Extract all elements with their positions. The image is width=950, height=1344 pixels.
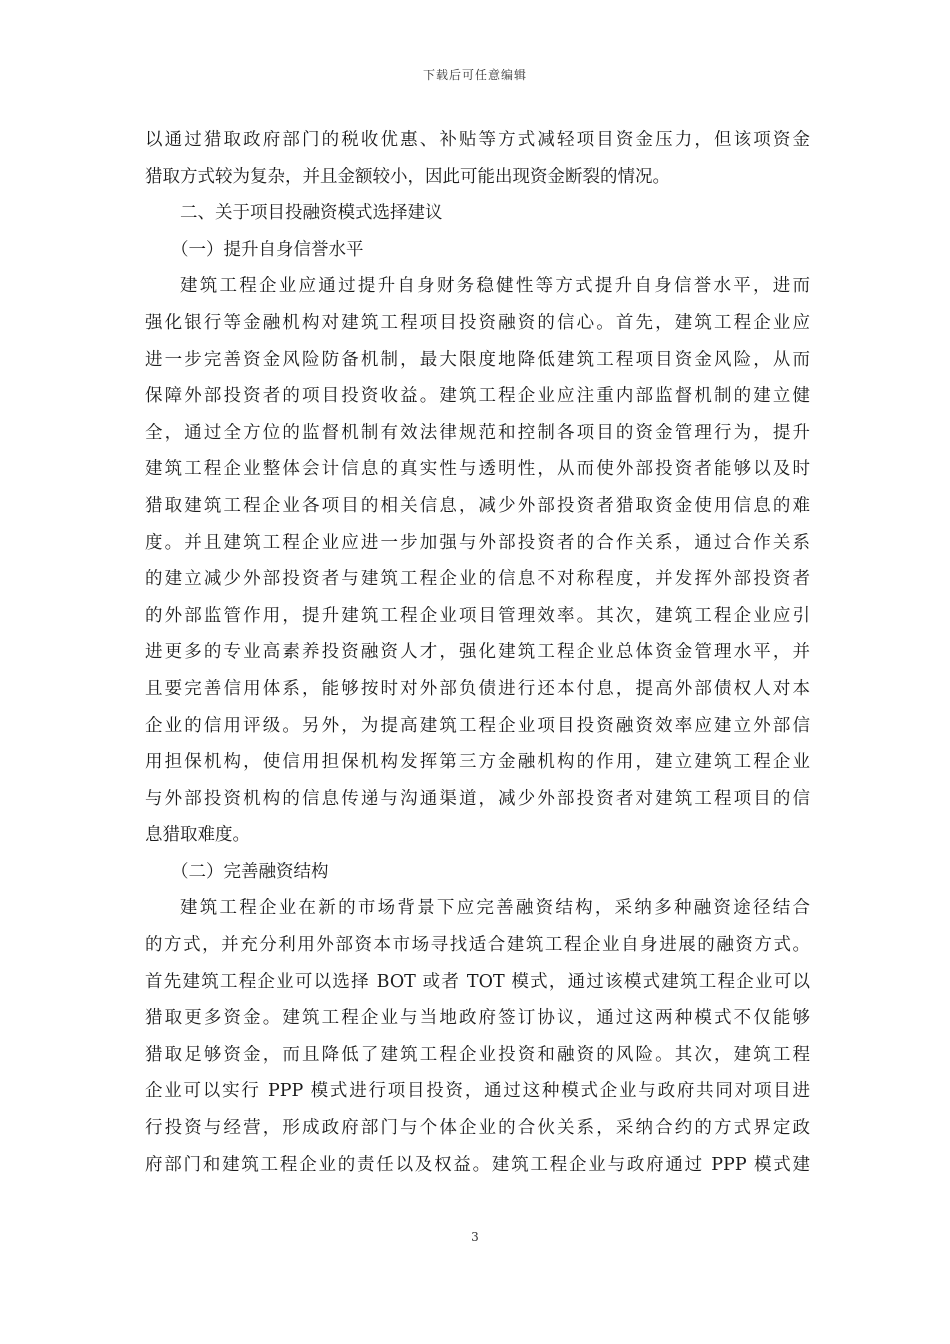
body-line: 企业可以实行 PPP 模式进行项目投资，通过这种模式企业与政府共同对项目进 [145, 1081, 810, 1102]
body-line: 以通过猎取政府部门的税收优惠、补贴等方式减轻项目资金压力，但该项资金 [145, 130, 810, 150]
paragraph-first-line: 建筑工程企业应通过提升自身财务稳健性等方式提升自身信誉水平，进而 [180, 276, 810, 297]
subsection-heading: （一）提升自身信誉水平 [171, 239, 364, 260]
page-header: 下载后可任意编辑 [422, 68, 527, 82]
body-line: 府部门和建筑工程企业的责任以及权益。建筑工程企业与政府通过 PPP 模式建 [145, 1154, 810, 1175]
body-line: 全，通过全方位的监督机制有效法律规范和控制各项目的资金管理行为，提升 [145, 422, 810, 443]
section-heading: 二、关于项目投融资模式选择建议 [180, 203, 443, 224]
body-line: 保障外部投资者的项目投资收益。建筑工程企业应注重内部监督机制的建立健 [145, 386, 810, 407]
body-line: 猎取更多资金。建筑工程企业与当地政府签订协议，通过这两种模式不仅能够 [145, 1008, 810, 1029]
body-line: 的方式，并充分利用外部资本市场寻找适合建筑工程企业自身进展的融资方式。 [145, 935, 810, 956]
body-line: 猎取足够资金，而且降低了建筑工程企业投资和融资的风险。其次，建筑工程 [145, 1044, 810, 1065]
body-line: 用担保机构，使信用担保机构发挥第三方金融机构的作用，建立建筑工程企业 [145, 752, 810, 773]
body-line: 且要完善信用体系，能够按时对外部负债进行还本付息，提高外部债权人对本 [145, 678, 810, 699]
body-line: 与外部投资机构的信息传递与沟通渠道，减少外部投资者对建筑工程项目的信 [145, 788, 810, 809]
body-line: 进一步完善资金风险防备机制，最大限度地降低建筑工程项目资金风险，从而 [145, 349, 810, 370]
body-line: 的外部监管作用，提升建筑工程企业项目管理效率。其次，建筑工程企业应引 [145, 605, 810, 626]
body-line: 企业的信用评级。另外，为提高建筑工程企业项目投资融资效率应建立外部信 [145, 715, 810, 736]
paragraph-first-line: 建筑工程企业在新的市场背景下应完善融资结构，采纳多种融资途径结合 [180, 898, 810, 919]
body-line: 行投资与经营，形成政府部门与个体企业的合伙关系，采纳合约的方式界定政 [145, 1118, 810, 1139]
body-line: 强化银行等金融机构对建筑工程项目投资融资的信心。首先，建筑工程企业应 [145, 312, 810, 333]
body-line: 猎取方式较为复杂，并且金额较小，因此可能出现资金断裂的情况。 [145, 166, 670, 187]
body-line: 息猎取难度。 [145, 825, 250, 846]
body-line: 进更多的专业高素养投资融资人才，强化建筑工程企业总体资金管理水平，并 [145, 642, 810, 663]
body-line: 的建立减少外部投资者与建筑工程企业的信息不对称程度，并发挥外部投资者 [145, 569, 810, 590]
document-body [145, 122, 810, 1183]
body-line: 建筑工程企业整体会计信息的真实性与透明性，从而使外部投资者能够以及时 [145, 459, 810, 480]
body-line: 猎取建筑工程企业各项目的相关信息，减少外部投资者猎取资金使用信息的难 [145, 495, 810, 516]
body-line: 度。并且建筑工程企业应进一步加强与外部投资者的合作关系，通过合作关系 [145, 532, 810, 553]
body-line: 首先建筑工程企业可以选择 BOT 或者 TOT 模式，通过该模式建筑工程企业可以 [145, 971, 810, 992]
page-number: 3 [471, 1230, 479, 1244]
subsection-heading: （二）完善融资结构 [171, 861, 329, 882]
